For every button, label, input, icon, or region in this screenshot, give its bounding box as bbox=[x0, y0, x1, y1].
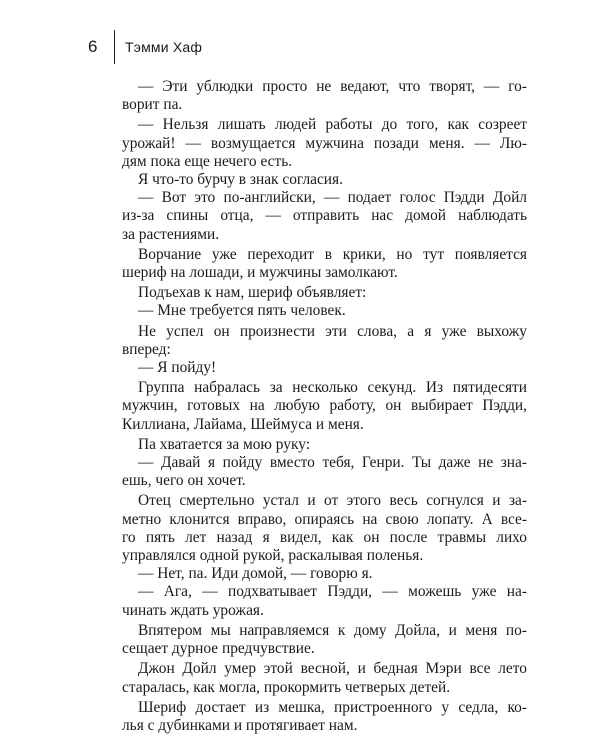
text-line: Ворчание уже переходит в крики, но тут появляется bbox=[138, 245, 527, 263]
text-line: — Нельзя лишать людей работы до того, как созреет bbox=[138, 116, 527, 134]
text-line: — Ага, — подхватывает Пэдди, — можешь уже на- bbox=[138, 583, 527, 601]
text-line: — Нет, па. Иди домой, — говорю я. bbox=[138, 565, 373, 583]
text-line: Я что-то бурчу в знак согласия. bbox=[138, 171, 343, 189]
text-line: Впятером мы направляемся к дому Дойла, и меня по- bbox=[138, 621, 527, 639]
text-line: ешь, чего он хочет. bbox=[122, 472, 246, 490]
text-line: лья с дубинками и протягивает нам. bbox=[122, 716, 358, 734]
paragraph bbox=[122, 436, 527, 454]
text-line: старалась, как могла, прокормить четверых детей. bbox=[122, 678, 451, 696]
text-line: Па хватается за мою руку: bbox=[138, 435, 310, 453]
text-line: Отец смертельно устал и от этого весь согнулся и за- bbox=[138, 492, 527, 510]
paragraph bbox=[122, 565, 527, 583]
paragraph bbox=[122, 189, 527, 244]
text-line: Джон Дойл умер этой весной, и бедная Мэри все лето bbox=[138, 660, 527, 678]
header-divider bbox=[114, 30, 115, 64]
text-line: за растениями. bbox=[122, 225, 220, 243]
paragraph bbox=[122, 116, 527, 171]
text-line: Группа набралась за несколько секунд. Из пятидесяти bbox=[138, 379, 527, 397]
paragraph bbox=[122, 302, 527, 320]
running-head-author: Тэмми Хаф bbox=[125, 39, 203, 55]
body-text bbox=[122, 76, 527, 735]
text-line: дям пока еще нечего есть. bbox=[122, 152, 293, 170]
page-number: 6 bbox=[88, 37, 98, 56]
text-line: управлялся одной рукой, раскалывая поленья. bbox=[122, 547, 424, 565]
text-line: чинать ждать урожая. bbox=[122, 601, 264, 619]
paragraph bbox=[122, 78, 527, 114]
paragraph bbox=[122, 454, 527, 490]
paragraph bbox=[122, 284, 527, 302]
text-line: ворит па. bbox=[122, 96, 183, 114]
text-line: Киллиана, Лайама, Шеймуса и меня. bbox=[122, 415, 364, 433]
paragraph bbox=[122, 359, 527, 377]
text-line: Не успел он произнести эти слова, а я уже выхожу bbox=[138, 322, 527, 340]
text-line: — Вот это по-английски, — подает голос Пэдди Дойл bbox=[138, 189, 527, 207]
paragraph bbox=[122, 492, 527, 565]
text-line: из-за спины отца, — отправить нас домой наблюдать bbox=[122, 207, 527, 225]
text-line: Шериф достает из мешка, пристроенного у седла, ко- bbox=[138, 698, 527, 716]
paragraph bbox=[122, 699, 527, 735]
text-line: вперед: bbox=[122, 340, 171, 358]
text-line: — Эти ублюдки просто не ведают, что творят, — го- bbox=[138, 78, 527, 95]
paragraph bbox=[122, 583, 527, 619]
text-line: сещает дурное предчувствие. bbox=[122, 640, 315, 658]
text-line: — Мне требуется пять человек. bbox=[138, 302, 346, 320]
text-line: урожай! — возмущается мужчина позади меня. — Лю- bbox=[122, 134, 527, 152]
text-line: шериф на лошади, и мужчины замолкают. bbox=[122, 264, 398, 282]
page-header bbox=[88, 30, 202, 64]
paragraph bbox=[122, 246, 527, 282]
paragraph bbox=[122, 660, 527, 696]
paragraph bbox=[122, 622, 527, 658]
text-line: — Давай я пойду вместо тебя, Генри. Ты даже не зна- bbox=[138, 454, 527, 472]
paragraph bbox=[122, 379, 527, 434]
text-line: мужчин, готовых на любую работу, он выбирает Пэдди, bbox=[122, 397, 527, 415]
paragraph bbox=[122, 171, 527, 189]
text-line: Подъехав к нам, шериф объявляет: bbox=[138, 284, 367, 302]
paragraph bbox=[122, 323, 527, 359]
text-line: го пять лет назад я видел, как он после травмы лихо bbox=[122, 528, 527, 546]
text-line: метно клонится вправо, опираясь на свою лопату. А все- bbox=[122, 510, 527, 528]
text-line: — Я пойду! bbox=[138, 359, 217, 377]
